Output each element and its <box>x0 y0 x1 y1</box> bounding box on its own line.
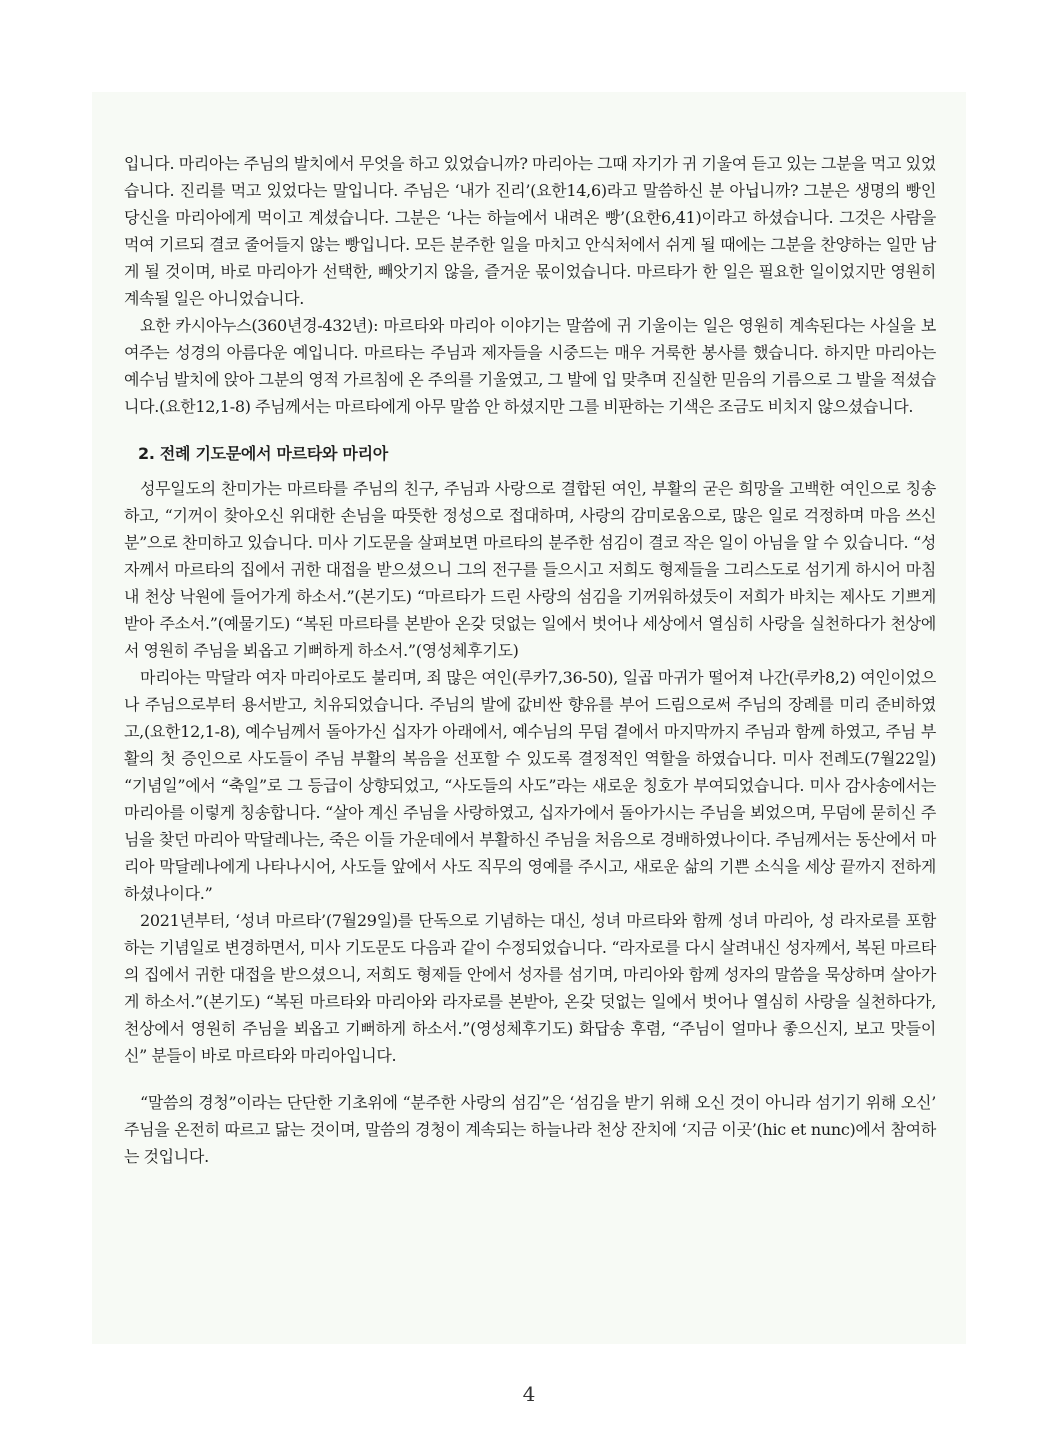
paragraph: 입니다. 마리아는 주님의 발치에서 무엇을 하고 있었습니까? 마리아는 그때 자기가 귀 기울여 듣고 있는 그분을 먹고 있었습니다. 진리를 먹고 있었다는 말입니다. 주님은 ‘내가 진리’(요한14,6)라고 말씀하신 분 아닙니까? 그분은 생명의 빵인 당신을 마리아에게 먹이고 계셨습니다. 그분은 ‘나는 하늘에서 내려온 빵’(요한6,41)이라고 하셨습니다. 그것은 사람을 먹여 기르되 결코 줄어들지 않는 빵입니다. 모든 분주한 일을 마치고 안식처에서 쉬게 될 때에는 그분을 찬양하는 일만 남게 될 것이며, 바로 마리아가 선택한, 빼앗기지 않을, 즐거운 몫이었습니다. 마르타가 한 일은 필요한 일이었지만 영원히 계속될 일은 아니었습니다. <box>124 154 936 308</box>
page-number: 4 <box>522 1382 536 1406</box>
section-heading: 2. 전례 기도문에서 마르타와 마리아 <box>138 444 388 463</box>
paragraph: 2021년부터, ‘성녀 마르타’(7월29일)를 단독으로 기념하는 대신, 성녀 마르타와 함께 성녀 마리아, 성 라자로를 포함하는 기념일로 변경하면서, 미사 기도문도 다음과 같이 수정되었습니다. “라자로를 다시 살려내신 성자께서, 복된 마르타의 집에서 귀한 대접을 받으셨으니, 저희도 형제들 안에서 성자를 섬기며, 마리아와 함께 성자의 말씀을 묵상하며 살아가게 하소서.”(본기도) “복된 마르타와 마리아와 라자로를 본받아, 온갖 덧없는 일에서 벗어나 열심히 사랑을 실천하다가, 천상에서 영원히 주님을 뵈옵고 기뻐하게 하소서.”(영성체후기도) 화답송 후렴, “주님이 얼마나 좋으신지, 보고 맛들이신” 분들이 바로 마르타와 마리아입니다. <box>124 911 936 1065</box>
paragraph: 마리아는 막달라 여자 마리아로도 불리며, 죄 많은 여인(루카7,36-50), 일곱 마귀가 떨어져 나간(루카8,2) 여인이었으나 주님으로부터 용서받고, 치유되었습니다. 주님의 발에 값비싼 향유를 부어 드림으로써 주님의 장례를 미리 준비하였고,(요한12,1-8), 예수님께서 돌아가신 십자가 아래에서, 예수님의 무덤 곁에서 마지막까지 주님과 함께 하였고, 주님 부활의 첫 증인으로 사도들이 주님 부활의 복음을 선포할 수 있도록 결정적인 역할을 하였습니다. 미사 전례도(7월22일) “기념일”에서 “축일”로 그 등급이 상향되었고, “사도들의 사도”라는 새로운 칭호가 부여되었습니다. 미사 감사송에서는 마리아를 이렇게 칭송합니다. “살아 계신 주님을 사랑하였고, 십자가에서 돌아가시는 주님을 뵈었으며, 무덤에 묻히신 주님을 찾던 마리아 막달레나는, 죽은 이들 가운데에서 부활하신 주님을 처음으로 경배하였나이다. 주님께서는 동산에서 마리아 막달레나에게 나타나시어, 사도들 앞에서 사도 직무의 영예를 주시고, 새로운 삶의 기쁜 소식을 세상 끝까지 전하게 하셨나이다.” <box>124 668 936 903</box>
document-body <box>124 150 936 1170</box>
paragraph: 성무일도의 찬미가는 마르타를 주님의 친구, 주님과 사랑으로 결합된 여인, 부활의 굳은 희망을 고백한 여인으로 칭송하고, “기꺼이 찾아오신 위대한 손님을 따뜻한 정성으로 접대하며, 사랑의 감미로움으로, 많은 일로 걱정하며 마음 쓰신 분”으로 찬미하고 있습니다. 미사 기도문을 살펴보면 마르타의 분주한 섬김이 결코 작은 일이 아님을 알 수 있습니다. “성자께서 마르타의 집에서 귀한 대접을 받으셨으니 그의 전구를 들으시고 저희도 형제들을 그리스도로 섬기게 하시어 마침내 천상 낙원에 들어가게 하소서.”(본기도) “마르타가 드린 사랑의 섬김을 기꺼워하셨듯이 저희가 바치는 제사도 기쁘게 받아 주소서.”(예물기도) “복된 마르타를 본받아 온갖 덧없는 일에서 벗어나 세상에서 열심히 사랑을 실천하다가 천상에서 영원히 주님을 뵈옵고 기뻐하게 하소서.”(영성체후기도) <box>124 479 936 660</box>
closing-paragraph: “말씀의 경청”이라는 단단한 기초위에 “분주한 사랑의 섬김”은 ‘섬김을 받기 위해 오신 것이 아니라 섬기기 위해 오신’ 주님을 온전히 따르고 닮는 것이며, 말씀의 경청이 계속되는 하늘나라 천상 잔치에 ‘지금 이곳’(hic et nunc)에서 참여하는 것입니다. <box>124 1093 936 1166</box>
paragraph: 요한 카시아누스(360년경-432년): 마르타와 마리아 이야기는 말씀에 귀 기울이는 일은 영원히 계속된다는 사실을 보여주는 성경의 아름다운 예입니다. 마르타는 주님과 제자들을 시중드는 매우 거룩한 봉사를 했습니다. 하지만 마리아는 예수님 발치에 앉아 그분의 영적 가르침에 온 주의를 기울였고, 그 발에 입 맞추며 진실한 믿음의 기름으로 그 발을 적셨습니다.(요한12,1-8) 주님께서는 마르타에게 아무 말씀 안 하셨지만 그를 비판하는 기색은 조금도 비치지 않으셨습니다. <box>124 316 936 416</box>
